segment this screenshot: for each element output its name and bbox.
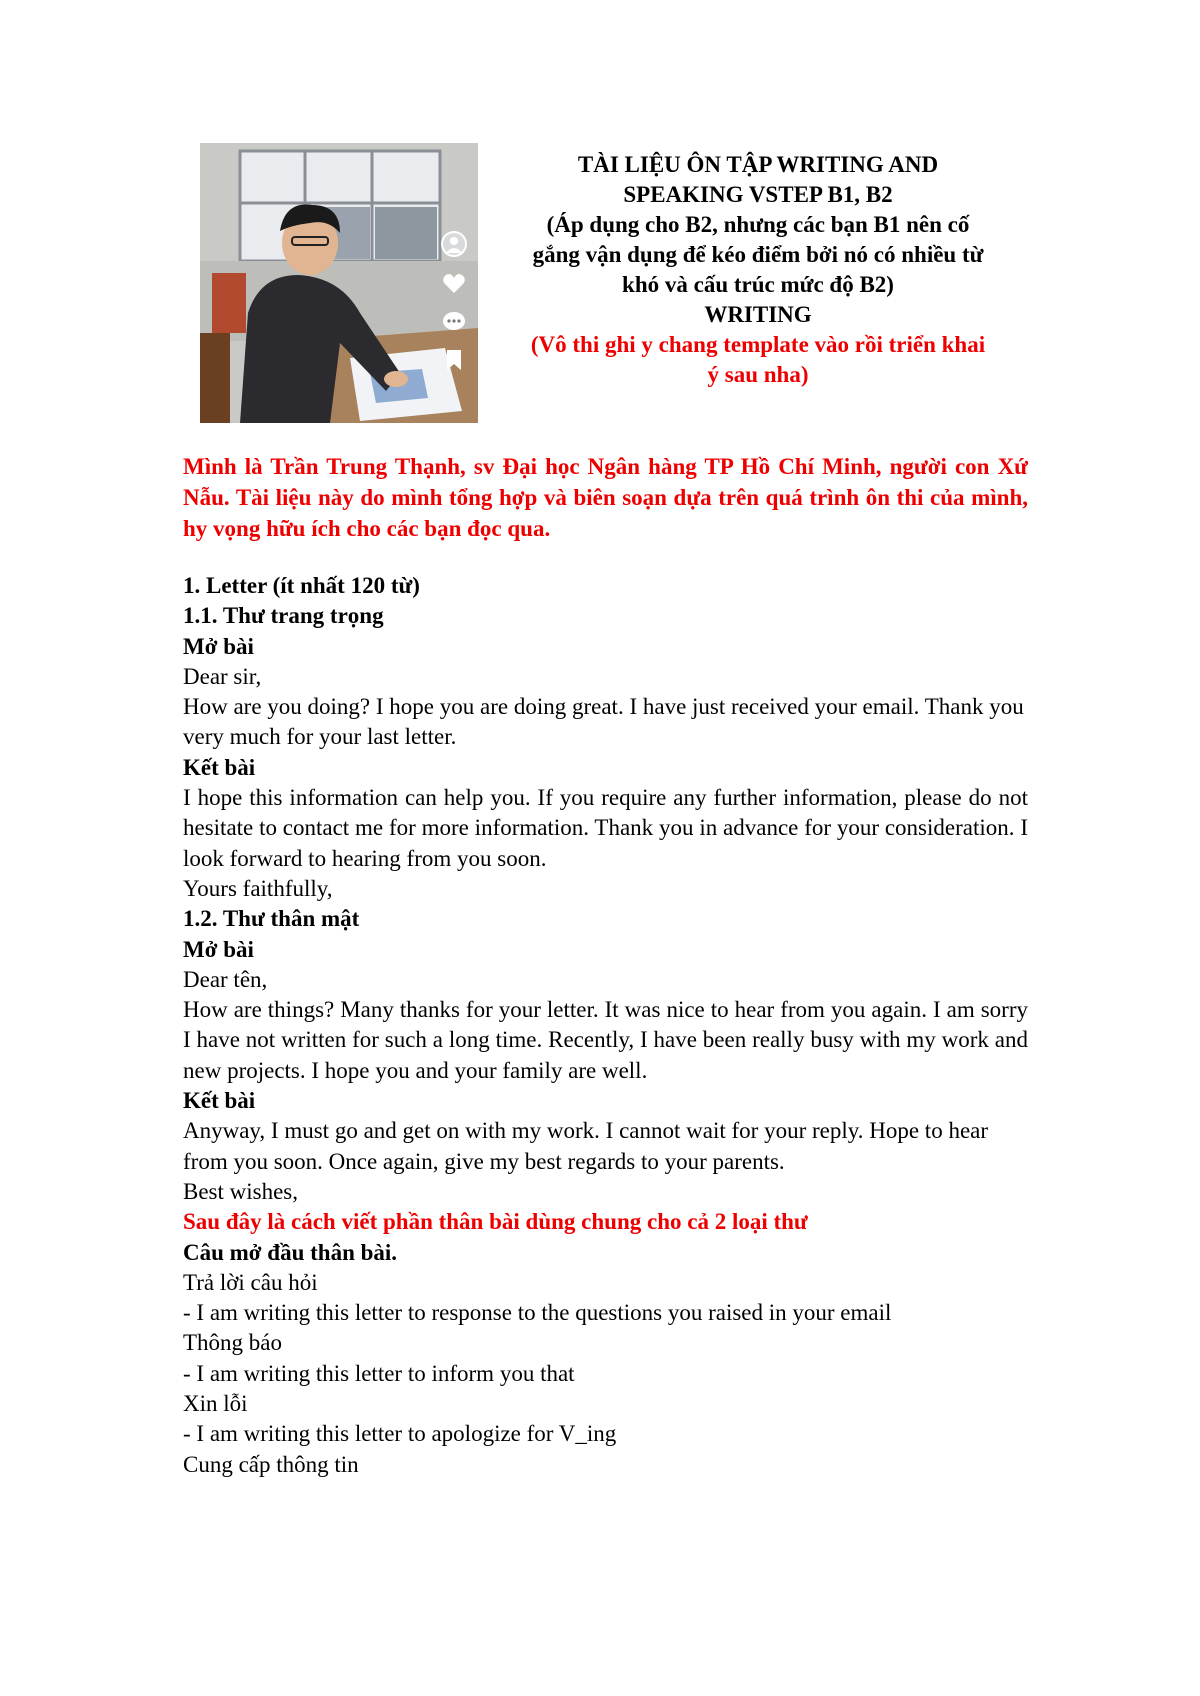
informal-closing-label: Kết bài (183, 1088, 256, 1114)
exam-tip-line-2: ý sau nha) (707, 362, 809, 387)
heading-informal-letter: 1.2. Thư thân mật (183, 906, 360, 932)
formal-closing-label: Kết bài (183, 754, 256, 780)
comment-icon (442, 311, 466, 333)
apology-label: Xin lỗi (183, 1391, 248, 1417)
heading-body-opening: Câu mở đầu thân bài. (183, 1239, 398, 1265)
bookmark-icon (445, 349, 463, 371)
scope-note-line-3: khó và cấu trúc mức độ B2) (622, 272, 894, 297)
photo-scene (200, 143, 478, 423)
formal-greeting: Dear sir, (183, 663, 262, 689)
title-line-2: SPEAKING VSTEP B1, B2 (623, 182, 893, 207)
heading-formal-letter: 1.1. Thư trang trọng (183, 603, 384, 629)
exam-tip-line-1: (Vô thi ghi y chang template vào rồi triển khai (530, 332, 986, 357)
heading-letter: 1. Letter (ít nhất 120 từ) (183, 573, 420, 598)
document-header (488, 150, 1028, 390)
informal-closing-text: Anyway, I must go and get on with my work. I cannot wait for your reply. Hope to hear from you soon. Once again, give my best regards to your parents. (183, 1118, 989, 1174)
apology-template: - I am writing this letter to apologize for V_ing (183, 1421, 617, 1447)
shared-body-note: Sau đây là cách viết phần thân bài dùng chung cho cả 2 loại thư (183, 1209, 808, 1235)
document-body (183, 571, 1028, 1480)
formal-opening-label: Mở bài (183, 633, 254, 659)
answer-template: - I am writing this letter to response to the questions you raised in your email (183, 1300, 892, 1326)
formal-signoff: Yours faithfully, (183, 875, 333, 901)
inform-template: - I am writing this letter to inform you that (183, 1360, 575, 1386)
formal-opening-text: How are you doing? I hope you are doing great. I have just received your email. Thank you very much for your last letter. (183, 694, 1024, 750)
author-intro: Mình là Trần Trung Thạnh, sv Đại học Ngân hàng TP Hồ Chí Minh, người con Xứ Nẫu. Tài liệu này do mình tổng hợp và biên soạn dựa trên quá trình ôn thi của mình, hy vọng hữu ích cho các bạn đọc qua. (183, 454, 1028, 541)
informal-signoff: Best wishes, (183, 1178, 298, 1204)
scope-note-line-1: (Áp dụng cho B2, nhưng các bạn B1 nên cố (546, 212, 970, 237)
provide-info-label: Cung cấp thông tin (183, 1451, 359, 1477)
formal-closing-text: I hope this information can help you. If you require any further information, please do not hesitate to contact me for more information. Thank you in advance for your consideration. I look forward to hearing from you soon. (183, 785, 1028, 871)
title-line-1: TÀI LIỆU ÔN TẬP WRITING AND (577, 152, 939, 177)
informal-opening-text: How are things? Many thanks for your letter. It was nice to hear from you again. I am sorry I have not written for such a long time. Recently, I have been really busy with my work and new projects. I hope you and your family are well. (183, 997, 1028, 1083)
heart-icon (442, 273, 466, 295)
inform-label: Thông báo (183, 1330, 283, 1356)
informal-opening-label: Mở bài (183, 936, 254, 962)
social-icons (440, 231, 468, 371)
section-title: WRITING (704, 302, 812, 327)
scope-note-line-2: gắng vận dụng để kéo điểm bởi nó có nhiều từ (532, 242, 984, 267)
author-photo (200, 143, 478, 423)
informal-greeting: Dear tên, (183, 966, 268, 992)
answer-label: Trả lời câu hỏi (183, 1269, 318, 1295)
avatar-icon (441, 231, 467, 257)
